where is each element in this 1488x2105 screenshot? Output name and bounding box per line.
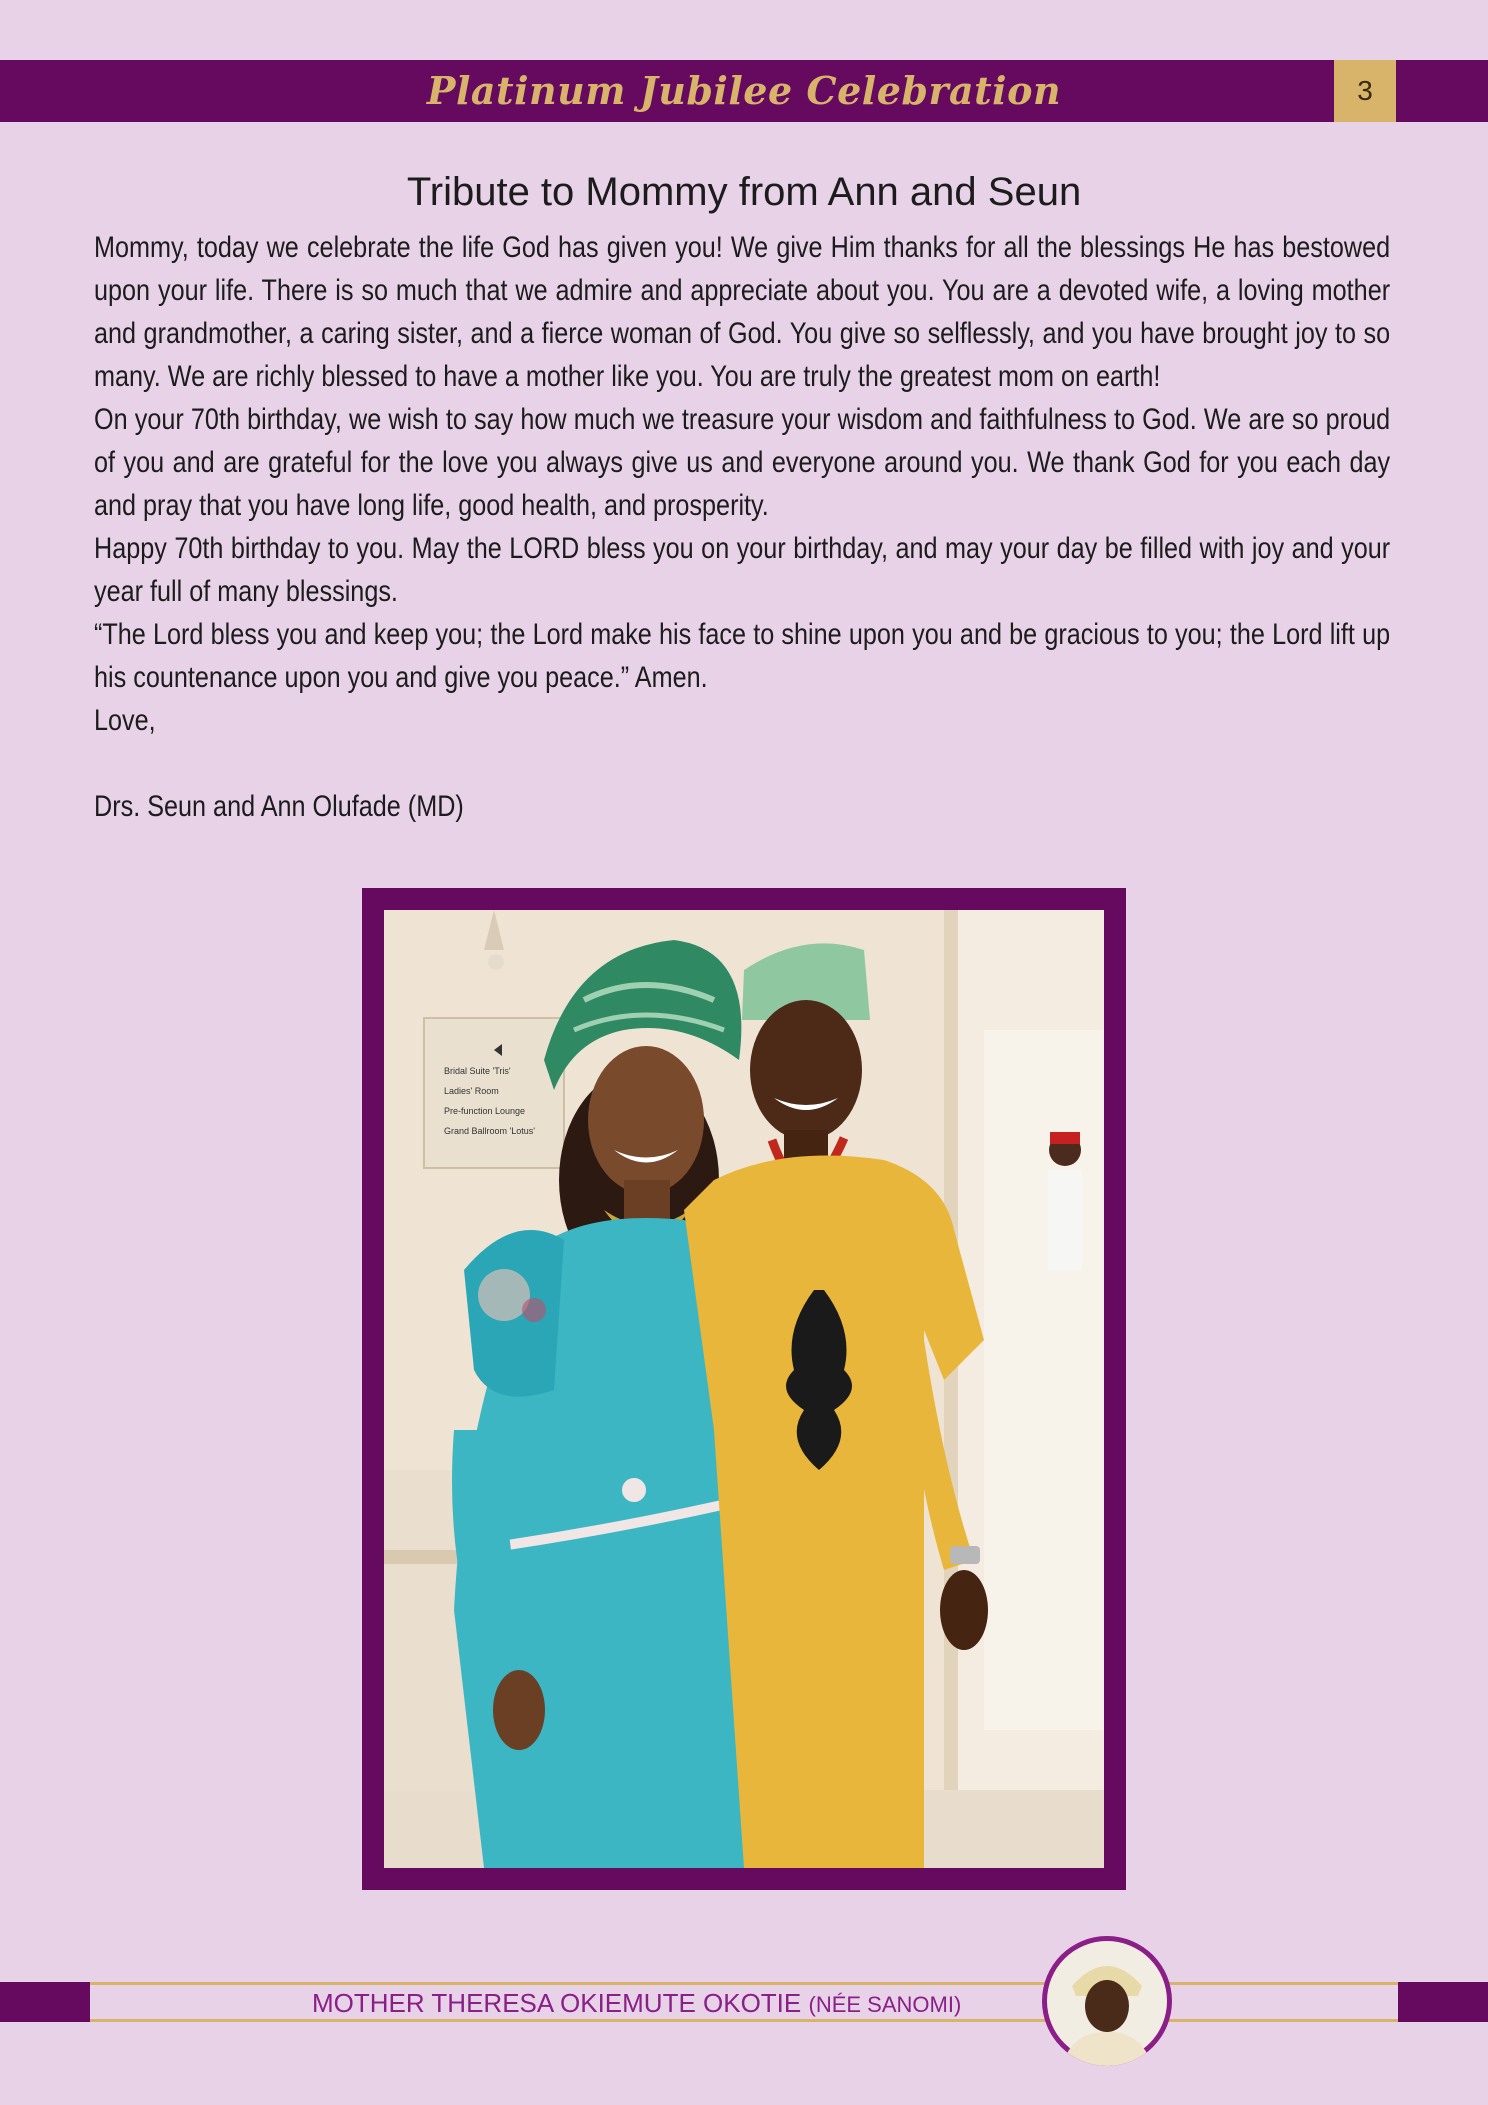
footer-rule-top bbox=[90, 1982, 1398, 1985]
footer-honoree-name bbox=[312, 1986, 961, 2020]
paragraph-1: Mommy, today we celebrate the life God has given you! We give Him thanks for all the blessings He has bestowed upon your life. There is so much that we admire and appreciate about you. You are a devoted wife, a loving mother and grandmother, a caring sister, and a fierce woman of God. You give so selflessly, and you have brought joy to so many. We are richly blessed to have a mother like you. You are truly the greatest mom on earth! bbox=[94, 231, 1391, 393]
footer-bar-right bbox=[1398, 1982, 1488, 2022]
paragraph-4: “The Lord bless you and keep you; the Lord make his face to shine upon you and be gracious to you; the Lord lift up his countenance upon you and give you peace.” Amen. bbox=[94, 618, 1391, 694]
article-title: Tribute to Mommy from Ann and Seun bbox=[406, 170, 1082, 214]
page-number: 3 bbox=[1334, 60, 1396, 122]
signature: Drs. Seun and Ann Olufade (MD) bbox=[94, 790, 464, 823]
sign-line-2: Ladies' Room bbox=[444, 1086, 499, 1096]
paragraph-3: Happy 70th birthday to you. May the LORD bless you on your birthday, and may your day be filled with joy and your year full of many blessings. bbox=[94, 532, 1391, 608]
header-title: Platinum Jubilee Celebration bbox=[426, 68, 1062, 113]
honoree-maiden-name: (NÉE SANOMI) bbox=[808, 1992, 962, 2017]
article-body bbox=[94, 226, 1390, 828]
sign-line-4: Grand Ballroom 'Lotus' bbox=[444, 1126, 535, 1136]
honoree-portrait bbox=[1042, 1936, 1172, 2066]
couple-photo bbox=[384, 910, 1104, 1868]
paragraph-2: On your 70th birthday, we wish to say how much we treasure your wisdom and faithfulness to God. We are so proud of you and are grateful for the love you always give us and everyone around you. We thank God for you each day and pray that you have long life, good health, and prosperity. bbox=[94, 403, 1391, 522]
honoree-name: MOTHER THERESA OKIEMUTE OKOTIE bbox=[312, 1988, 802, 2018]
sign-line-1: Bridal Suite 'Tris' bbox=[444, 1066, 511, 1076]
sign-line-3: Pre-function Lounge bbox=[444, 1106, 526, 1116]
footer-bar-left bbox=[0, 1982, 90, 2022]
photo-frame bbox=[362, 888, 1126, 1890]
closing: Love, bbox=[94, 704, 156, 737]
